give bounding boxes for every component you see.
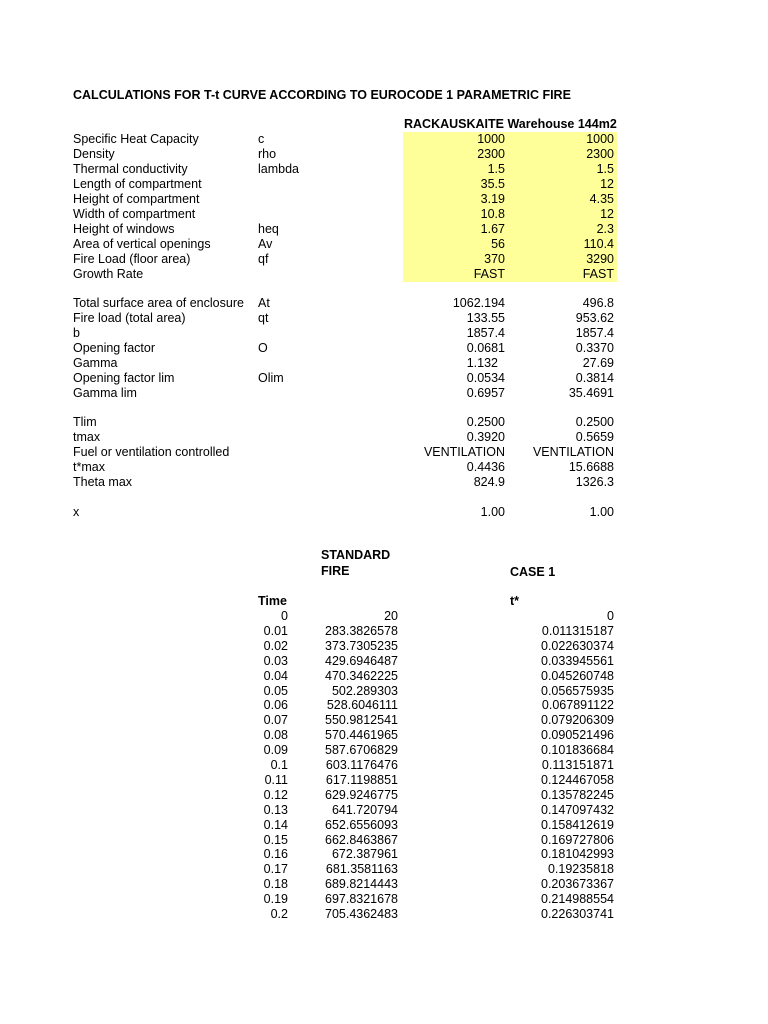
standard-fire-cell: 528.6046111 bbox=[326, 698, 398, 713]
value-col1: 3.19 bbox=[480, 192, 505, 206]
row-label: Specific Heat Capacity bbox=[73, 132, 199, 146]
row-label: Opening factor bbox=[73, 341, 155, 355]
value-col1: 35.5 bbox=[480, 177, 505, 191]
page-title: CALCULATIONS FOR T-t CURVE ACCORDING TO EUROCODE 1 PARAMETRIC FIRE bbox=[73, 88, 571, 102]
time-cell: 0.03 bbox=[263, 653, 288, 668]
value-col2: FAST bbox=[582, 267, 614, 281]
standard-fire-heading-line2: FIRE bbox=[321, 564, 350, 578]
time-cell: 0.11 bbox=[264, 772, 288, 787]
row-symbol: c bbox=[258, 132, 265, 146]
value-col2: 12 bbox=[600, 207, 614, 221]
standard-fire-cell: 587.6706829 bbox=[325, 743, 398, 758]
time-cell: 0.2 bbox=[270, 907, 288, 921]
value-col2: 0.2500 bbox=[575, 415, 614, 429]
table-row bbox=[0, 684, 768, 699]
tstar-cell: 0.203673367 bbox=[541, 877, 614, 892]
value-col1: FAST bbox=[473, 267, 505, 281]
standard-fire-cell: 705.4362483 bbox=[325, 907, 398, 921]
input-row bbox=[0, 252, 768, 267]
time-cell: 0.08 bbox=[263, 728, 288, 743]
table-row bbox=[0, 698, 768, 713]
table-row bbox=[0, 803, 768, 818]
time-cell: 0.09 bbox=[263, 743, 288, 758]
tstar-cell: 0.19235818 bbox=[547, 862, 614, 877]
tstar-cell: 0.101836684 bbox=[541, 743, 614, 758]
row-label: Width of compartment bbox=[73, 207, 196, 221]
value-col2: 1326.3 bbox=[575, 475, 614, 489]
row-label: Area of vertical openings bbox=[73, 237, 211, 251]
tstar-cell: 0.124467058 bbox=[541, 772, 614, 787]
derived-row bbox=[0, 356, 768, 371]
row-label: Total surface area of enclosure bbox=[73, 296, 244, 310]
row-symbol: heq bbox=[258, 222, 279, 236]
value-col2: 496.8 bbox=[582, 296, 614, 310]
table-row bbox=[0, 877, 768, 892]
tstar-cell: 0.135782245 bbox=[541, 787, 614, 802]
standard-fire-cell: 570.4461965 bbox=[325, 728, 398, 743]
value-col1: 824.9 bbox=[473, 475, 505, 489]
value-col1: 0.3920 bbox=[466, 430, 505, 444]
value-col2: 110.4 bbox=[583, 237, 614, 251]
value-col1: 0.0534 bbox=[466, 371, 505, 385]
input-row bbox=[0, 147, 768, 162]
row-symbol: qt bbox=[258, 311, 269, 325]
value-col1: 1000 bbox=[477, 132, 505, 146]
derived-row bbox=[0, 296, 768, 311]
time-cell: 0.06 bbox=[263, 698, 288, 713]
standard-fire-cell: 689.8214443 bbox=[325, 877, 398, 892]
time-cell: 0.17 bbox=[263, 862, 288, 877]
time-cell: 0.16 bbox=[263, 847, 288, 862]
time-cell: 0.12 bbox=[263, 787, 288, 802]
value-col2: 0.3370 bbox=[575, 341, 614, 355]
time-cell: 0.18 bbox=[263, 877, 288, 892]
row-label: Growth Rate bbox=[73, 267, 144, 281]
row-label: Opening factor lim bbox=[73, 371, 175, 385]
value-col2: 1857.4 bbox=[575, 326, 614, 340]
value-col2: 4.35 bbox=[589, 192, 614, 206]
value-col1: 1.5 bbox=[487, 162, 505, 176]
limit-row bbox=[0, 475, 768, 490]
value-col2: 953.62 bbox=[575, 311, 614, 325]
time-cell: 0.1 bbox=[270, 758, 288, 772]
standard-fire-cell: 652.6556093 bbox=[325, 817, 398, 832]
time-cell: 0.02 bbox=[263, 638, 288, 653]
row-label: x bbox=[73, 505, 80, 519]
time-cell: 0.19 bbox=[263, 892, 288, 907]
row-label: Gamma bbox=[73, 356, 118, 370]
row-symbol: rho bbox=[258, 147, 277, 161]
value-col2: 0.3814 bbox=[575, 371, 614, 385]
table-row bbox=[0, 669, 768, 684]
input-row bbox=[0, 192, 768, 207]
value-col1: 1.132 bbox=[466, 356, 498, 370]
input-row bbox=[0, 132, 768, 147]
value-col2: 0.5659 bbox=[575, 430, 614, 444]
row-label: Length of compartment bbox=[73, 177, 202, 191]
value-col1: 0.6957 bbox=[466, 386, 505, 400]
row-label: Fire load (total area) bbox=[73, 311, 186, 325]
time-cell: 0.15 bbox=[263, 832, 288, 847]
table-row bbox=[0, 833, 768, 848]
tstar-cell: 0.067891122 bbox=[541, 698, 614, 713]
tstar-cell: 0.181042993 bbox=[541, 847, 614, 862]
limit-row bbox=[0, 430, 768, 445]
time-cell: 0.13 bbox=[263, 802, 288, 817]
standard-fire-cell: 429.6946487 bbox=[325, 653, 398, 668]
tstar-cell: 0 bbox=[607, 609, 614, 623]
derived-row bbox=[0, 386, 768, 401]
standard-fire-cell: 617.1198851 bbox=[325, 772, 398, 787]
value-col1: VENTILATION bbox=[423, 445, 505, 459]
x-row bbox=[0, 505, 768, 520]
table-row bbox=[0, 907, 768, 922]
tstar-cell: 0.033945561 bbox=[541, 653, 614, 668]
derived-row bbox=[0, 311, 768, 326]
tstar-cell: 0.079206309 bbox=[541, 713, 614, 728]
value-col1: 0.4436 bbox=[466, 460, 505, 474]
row-label: Tlim bbox=[73, 415, 97, 429]
tstar-cell: 0.056575935 bbox=[541, 683, 614, 698]
table-row bbox=[0, 713, 768, 728]
value-col2: 15.6688 bbox=[568, 460, 614, 474]
value-col2: 1000 bbox=[586, 132, 614, 146]
input-row bbox=[0, 162, 768, 177]
table-row bbox=[0, 743, 768, 758]
value-col2: VENTILATION bbox=[532, 445, 614, 459]
time-cell: 0.07 bbox=[263, 713, 288, 728]
table-row bbox=[0, 818, 768, 833]
standard-fire-cell: 470.3462225 bbox=[325, 668, 398, 683]
derived-row bbox=[0, 341, 768, 356]
table-row bbox=[0, 654, 768, 669]
standard-fire-cell: 502.289303 bbox=[331, 683, 398, 698]
value-col1: 1.00 bbox=[480, 505, 505, 519]
standard-fire-cell: 681.3581163 bbox=[325, 862, 398, 877]
row-label: Height of compartment bbox=[73, 192, 200, 206]
time-cell: 0.04 bbox=[263, 668, 288, 683]
value-col2: 27.69 bbox=[582, 356, 614, 370]
standard-fire-cell: 662.8463867 bbox=[325, 832, 398, 847]
limit-row bbox=[0, 460, 768, 475]
row-label: tmax bbox=[73, 430, 101, 444]
table-row bbox=[0, 624, 768, 639]
row-label: Density bbox=[73, 147, 115, 161]
value-col2: 2300 bbox=[586, 147, 614, 161]
row-label: Theta max bbox=[73, 475, 133, 489]
time-column-header: Time bbox=[258, 594, 287, 608]
derived-row bbox=[0, 371, 768, 386]
standard-fire-heading: STANDARD bbox=[321, 548, 391, 562]
row-symbol: O bbox=[258, 341, 268, 355]
row-label: b bbox=[73, 326, 80, 340]
tstar-cell: 0.022630374 bbox=[541, 638, 614, 653]
value-col2: 1.5 bbox=[596, 162, 614, 176]
standard-fire-cell: 603.1176476 bbox=[325, 758, 398, 772]
row-label: t*max bbox=[73, 460, 105, 474]
tstar-cell: 0.045260748 bbox=[541, 668, 614, 683]
row-label: Gamma lim bbox=[73, 386, 137, 400]
limit-row bbox=[0, 415, 768, 430]
table-row bbox=[0, 862, 768, 877]
value-col2: 2.3 bbox=[596, 222, 614, 236]
value-col1: 370 bbox=[484, 252, 505, 266]
standard-fire-cell: 20 bbox=[384, 609, 398, 623]
row-symbol: Olim bbox=[258, 371, 284, 385]
tstar-cell: 0.090521496 bbox=[541, 728, 614, 743]
columns-header bbox=[404, 116, 618, 132]
value-col1: 2300 bbox=[477, 147, 505, 161]
value-col2: 1.00 bbox=[589, 505, 614, 519]
table-row bbox=[0, 609, 768, 624]
value-col1: 1857.4 bbox=[466, 326, 505, 340]
value-col1: 56 bbox=[491, 237, 505, 251]
row-symbol: qf bbox=[258, 252, 269, 266]
value-col1: 133.55 bbox=[466, 311, 505, 325]
input-row bbox=[0, 177, 768, 192]
row-label: Height of windows bbox=[73, 222, 175, 236]
tstar-cell: 0.158412619 bbox=[541, 817, 614, 832]
tstar-cell: 0.011315187 bbox=[541, 623, 614, 638]
row-label: Thermal conductivity bbox=[73, 162, 188, 176]
tstar-cell: 0.147097432 bbox=[541, 802, 614, 817]
standard-fire-cell: 697.8321678 bbox=[325, 892, 398, 907]
input-row bbox=[0, 237, 768, 252]
input-row bbox=[0, 222, 768, 237]
time-cell: 0 bbox=[281, 609, 288, 623]
input-row bbox=[0, 267, 768, 282]
table-row bbox=[0, 892, 768, 907]
table-row bbox=[0, 758, 768, 773]
value-col1: 10.8 bbox=[480, 207, 505, 221]
columns-header-label: RACKAUSKAITE Warehouse 144m2 bbox=[404, 117, 617, 131]
standard-fire-cell: 550.9812541 bbox=[325, 713, 398, 728]
value-col1: 1.67 bbox=[480, 222, 505, 236]
value-col1: 0.2500 bbox=[466, 415, 505, 429]
input-row bbox=[0, 207, 768, 222]
standard-fire-cell: 283.3826578 bbox=[325, 623, 398, 638]
tstar-cell: 0.169727806 bbox=[541, 832, 614, 847]
row-label: Fire Load (floor area) bbox=[73, 252, 191, 266]
time-cell: 0.05 bbox=[263, 683, 288, 698]
table-row bbox=[0, 639, 768, 654]
tstar-cell: 0.113151871 bbox=[541, 758, 614, 772]
derived-row bbox=[0, 326, 768, 341]
standard-fire-cell: 373.7305235 bbox=[325, 638, 398, 653]
row-symbol: lambda bbox=[258, 162, 299, 176]
value-col2: 12 bbox=[600, 177, 614, 191]
tstar-column-header: t* bbox=[510, 594, 520, 608]
table-row bbox=[0, 788, 768, 803]
case-heading: CASE 1 bbox=[510, 565, 556, 579]
tstar-cell: 0.226303741 bbox=[541, 907, 614, 921]
time-cell: 0.01 bbox=[263, 623, 288, 638]
standard-fire-cell: 641.720794 bbox=[331, 802, 398, 817]
value-col1: 0.0681 bbox=[466, 341, 505, 355]
table-row bbox=[0, 773, 768, 788]
standard-fire-cell: 672.387961 bbox=[331, 847, 398, 862]
row-symbol: At bbox=[258, 296, 270, 310]
value-col2: 3290 bbox=[586, 252, 614, 266]
row-symbol: Av bbox=[258, 237, 273, 251]
value-col2: 35.4691 bbox=[568, 386, 614, 400]
value-col1: 1062.194 bbox=[452, 296, 505, 310]
limit-row bbox=[0, 445, 768, 460]
tstar-cell: 0.214988554 bbox=[541, 892, 614, 907]
row-label: Fuel or ventilation controlled bbox=[73, 445, 230, 459]
time-cell: 0.14 bbox=[263, 817, 288, 832]
standard-fire-cell: 629.9246775 bbox=[325, 787, 398, 802]
table-row bbox=[0, 728, 768, 743]
table-row bbox=[0, 847, 768, 862]
